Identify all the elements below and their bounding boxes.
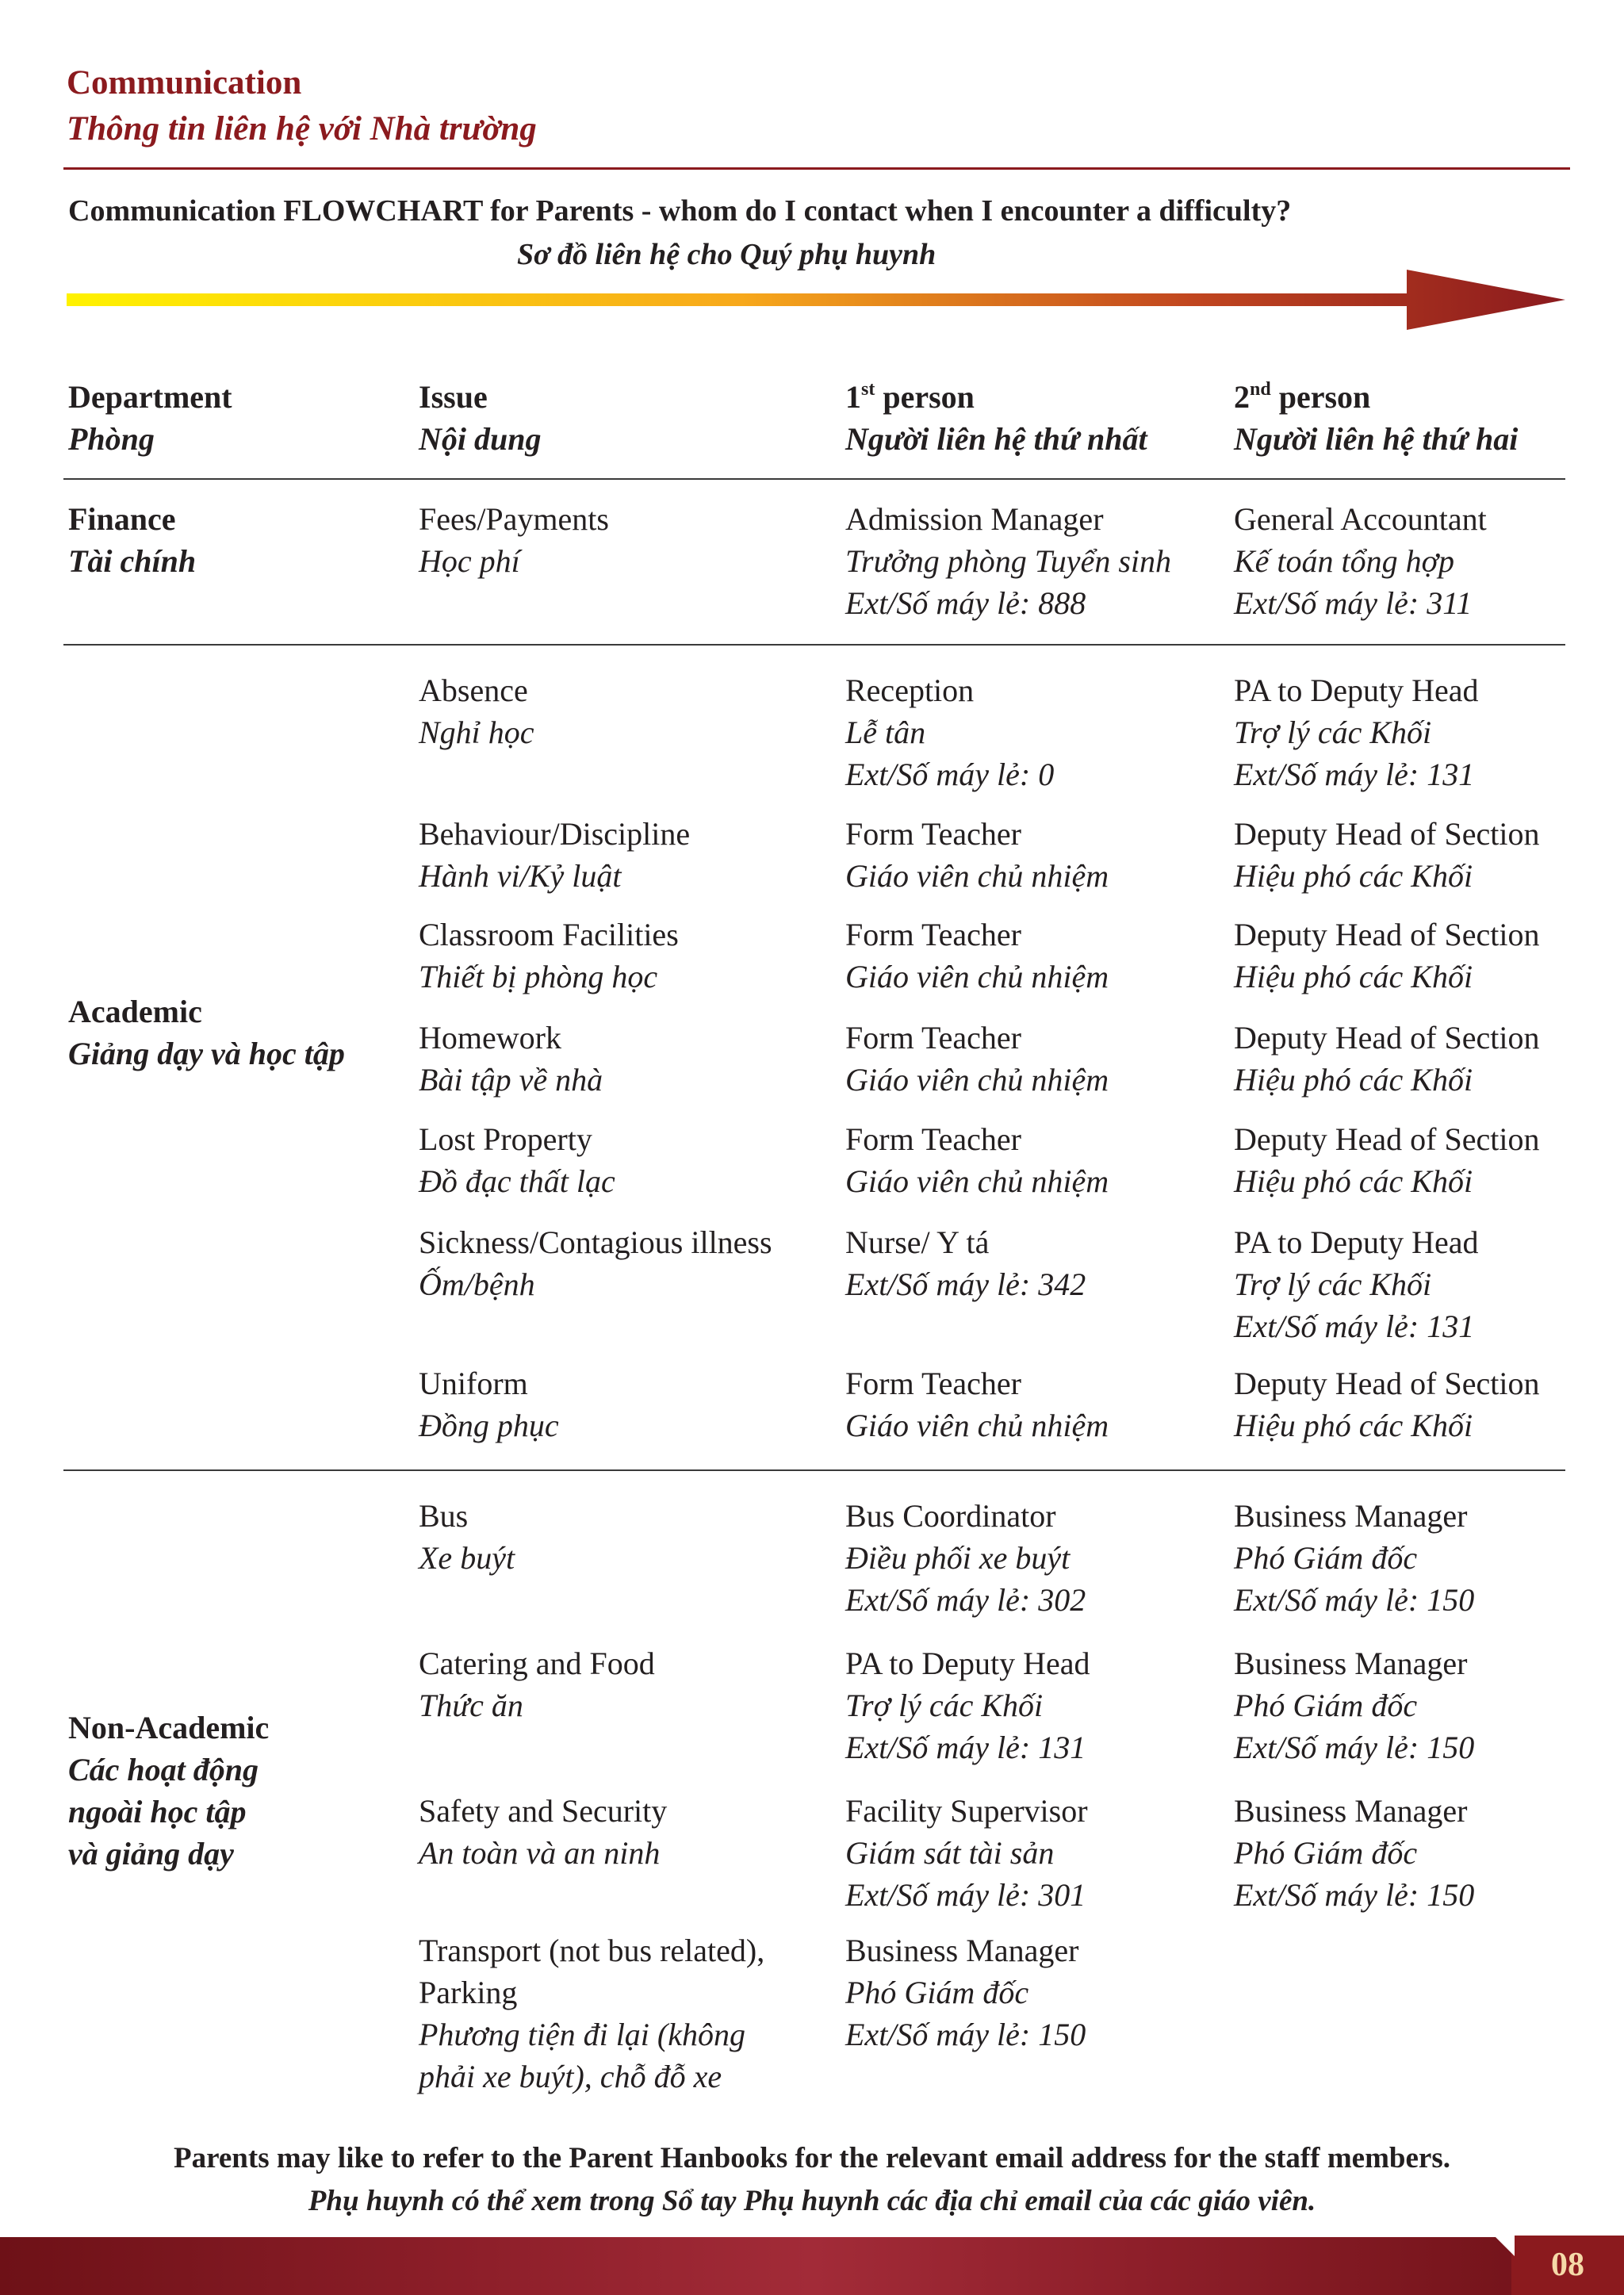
nonacademic-row-2-issue-line-1: An toàn và an ninh	[419, 1835, 661, 1871]
col-header-second-vi: Người liên hệ thứ hai	[1234, 421, 1519, 457]
nonacademic-row-2-first-cell	[845, 1790, 1088, 1916]
header-rule	[63, 167, 1570, 170]
academic-row-2-first-line-0: Form Teacher	[845, 917, 1021, 952]
col-header-first-person	[845, 376, 1147, 460]
academic-row-5-first-line-0: Nurse/ Y tá	[845, 1224, 990, 1260]
nonacademic-row-0-first-cell	[845, 1495, 1086, 1621]
finance-row-0-issue-line-0: Fees/Payments	[419, 501, 609, 537]
academic-row-2-second-cell	[1234, 914, 1539, 998]
nonacademic-row-0-issue-cell	[419, 1495, 515, 1579]
col-header-issue-en: Issue	[419, 379, 488, 415]
academic-row-6-second-line-1: Hiệu phó các Khối	[1234, 1408, 1473, 1443]
academic-row-0-issue-line-1: Nghỉ học	[419, 715, 534, 750]
nonacademic-row-1-first-line-1: Trợ lý các Khối	[845, 1688, 1044, 1723]
academic-row-2-issue-line-0: Classroom Facilities	[419, 917, 679, 952]
finance-row-0-first-cell	[845, 498, 1171, 624]
academic-row-1-first-line-1: Giáo viên chủ nhiệm	[845, 858, 1109, 894]
flow-arrow	[67, 262, 1565, 338]
academic-row-1-first-line-0: Form Teacher	[845, 816, 1021, 852]
academic-divider	[63, 1469, 1565, 1471]
col-header-second-person	[1234, 376, 1518, 460]
second-label: person	[1270, 379, 1371, 415]
academic-row-4-second-line-0: Deputy Head of Section	[1234, 1121, 1540, 1157]
second-num: 2	[1234, 379, 1250, 415]
nonacademic-row-0-first-line-2: Ext/Số máy lẻ: 302	[845, 1582, 1086, 1618]
dept-academic-en: Academic	[68, 994, 202, 1029]
academic-row-6-first-line-0: Form Teacher	[845, 1366, 1021, 1401]
nonacademic-row-1-second-line-2: Ext/Số máy lẻ: 150	[1234, 1730, 1475, 1765]
page-number: 08	[1551, 2247, 1584, 2283]
nonacademic-row-2-issue-cell	[419, 1790, 667, 1874]
academic-row-2-first-cell	[845, 914, 1109, 998]
section-subtitle: Thông tin liên hệ với Nhà trường	[67, 110, 537, 148]
finance-divider	[63, 644, 1565, 646]
academic-row-6-second-cell	[1234, 1362, 1539, 1446]
academic-row-4-first-line-0: Form Teacher	[845, 1121, 1021, 1157]
flowchart-title: Communication FLOWCHART for Parents - whom do I contact when I encounter a difficulty?	[68, 194, 1292, 228]
nonacademic-row-0-second-line-1: Phó Giám đốc	[1234, 1540, 1418, 1576]
academic-row-0-first-line-1: Lễ tân	[845, 715, 926, 750]
nonacademic-row-2-second-cell	[1234, 1790, 1474, 1916]
nonacademic-row-1-second-cell	[1234, 1642, 1474, 1768]
academic-row-1-issue-line-1: Hành vi/Kỷ luật	[419, 858, 622, 894]
nonacademic-row-2-second-line-0: Business Manager	[1234, 1793, 1468, 1829]
finance-row-0-issue-line-1: Học phí	[419, 543, 520, 579]
academic-row-4-first-line-1: Giáo viên chủ nhiệm	[845, 1163, 1109, 1199]
academic-row-4-issue-line-0: Lost Property	[419, 1121, 592, 1157]
academic-row-6-issue-cell	[419, 1362, 559, 1446]
academic-row-3-issue-line-1: Bài tập về nhà	[419, 1062, 603, 1098]
dept-nonacademic-en: Non-Academic	[68, 1710, 270, 1745]
first-sup: st	[861, 378, 875, 400]
finance-row-0-second-line-0: General Accountant	[1234, 501, 1487, 537]
first-num: 1	[845, 379, 861, 415]
academic-row-0-second-line-1: Trợ lý các Khối	[1234, 715, 1432, 750]
nonacademic-row-2-first-line-0: Facility Supervisor	[845, 1793, 1088, 1829]
nonacademic-row-2-issue-line-0: Safety and Security	[419, 1793, 668, 1829]
second-sup: nd	[1250, 378, 1271, 400]
dept-finance	[68, 498, 196, 582]
academic-row-0-issue-line-0: Absence	[419, 672, 528, 708]
nonacademic-row-1-first-cell	[845, 1642, 1090, 1768]
academic-row-1-second-cell	[1234, 813, 1539, 897]
academic-row-0-first-cell	[845, 669, 1054, 795]
academic-row-6-first-line-1: Giáo viên chủ nhiệm	[845, 1408, 1109, 1443]
nonacademic-row-0-issue-line-1: Xe buýt	[419, 1540, 515, 1576]
nonacademic-row-1-second-line-1: Phó Giám đốc	[1234, 1688, 1418, 1723]
dept-academic	[68, 990, 345, 1075]
academic-row-5-issue-line-1: Ốm/bệnh	[419, 1266, 535, 1302]
footer-note-vi: Phụ huynh có thể xem trong Sổ tay Phụ huynh các địa chỉ email của các giáo viên.	[308, 2185, 1316, 2217]
academic-row-5-second-cell	[1234, 1221, 1479, 1347]
academic-row-1-issue-cell	[419, 813, 690, 897]
dept-nonacademic-vi-1: Các hoạt động	[68, 1752, 259, 1787]
academic-row-4-second-cell	[1234, 1118, 1539, 1202]
footer-band	[0, 2237, 1624, 2295]
academic-row-3-issue-cell	[419, 1017, 603, 1101]
finance-row-0-second-line-1: Kế toán tổng hợp	[1234, 543, 1455, 579]
academic-row-2-first-line-1: Giáo viên chủ nhiệm	[845, 959, 1109, 994]
academic-row-5-second-line-2: Ext/Số máy lẻ: 131	[1234, 1308, 1475, 1344]
header-divider	[63, 478, 1565, 480]
nonacademic-row-0-first-line-1: Điều phối xe buýt	[845, 1540, 1071, 1576]
nonacademic-row-0-second-line-2: Ext/Số máy lẻ: 150	[1234, 1582, 1475, 1618]
nonacademic-row-3-first-line-0: Business Manager	[845, 1933, 1079, 1968]
nonacademic-row-2-first-line-1: Giám sát tài sản	[845, 1835, 1055, 1871]
academic-row-1-issue-line-0: Behaviour/Discipline	[419, 816, 691, 852]
academic-row-4-issue-line-1: Đồ đạc thất lạc	[419, 1163, 615, 1199]
academic-row-0-issue-cell	[419, 669, 534, 753]
nonacademic-row-3-issue-line-1: Parking	[419, 1975, 518, 2010]
nonacademic-row-0-second-line-0: Business Manager	[1234, 1498, 1468, 1534]
academic-row-2-issue-line-1: Thiết bị phòng học	[419, 959, 658, 994]
academic-row-0-second-line-0: PA to Deputy Head	[1234, 672, 1479, 708]
dept-finance-en: Finance	[68, 501, 176, 537]
nonacademic-row-3-issue-cell	[419, 1929, 764, 2098]
finance-row-0-second-line-2: Ext/Số máy lẻ: 311	[1234, 585, 1473, 621]
finance-row-0-first-line-0: Admission Manager	[845, 501, 1104, 537]
col-header-department-vi: Phòng	[68, 421, 155, 457]
academic-row-3-issue-line-0: Homework	[419, 1020, 561, 1056]
academic-row-0-first-line-0: Reception	[845, 672, 975, 708]
footer-note-en: Parents may like to refer to the Parent Hanbooks for the relevant email address for the staff members.	[174, 2142, 1450, 2174]
nonacademic-row-2-first-line-2: Ext/Số máy lẻ: 301	[845, 1877, 1086, 1913]
academic-row-3-first-line-1: Giáo viên chủ nhiệm	[845, 1062, 1109, 1098]
academic-row-4-second-line-1: Hiệu phó các Khối	[1234, 1163, 1473, 1199]
academic-row-5-first-line-1: Ext/Số máy lẻ: 342	[845, 1266, 1086, 1302]
finance-row-0-first-line-2: Ext/Số máy lẻ: 888	[845, 585, 1086, 621]
nonacademic-row-3-first-cell	[845, 1929, 1086, 2056]
academic-row-3-second-line-0: Deputy Head of Section	[1234, 1020, 1540, 1056]
academic-row-4-issue-cell	[419, 1118, 615, 1202]
nonacademic-row-1-issue-cell	[419, 1642, 655, 1726]
academic-row-1-second-line-0: Deputy Head of Section	[1234, 816, 1540, 852]
academic-row-1-second-line-1: Hiệu phó các Khối	[1234, 858, 1473, 894]
section-title: Communication	[67, 64, 302, 102]
finance-row-0-issue-cell	[419, 498, 609, 582]
col-header-department-en: Department	[68, 379, 232, 415]
academic-row-3-first-cell	[845, 1017, 1109, 1101]
nonacademic-row-0-first-line-0: Bus Coordinator	[845, 1498, 1056, 1534]
academic-row-5-issue-cell	[419, 1221, 772, 1305]
nonacademic-row-3-first-line-2: Ext/Số máy lẻ: 150	[845, 2017, 1086, 2052]
academic-row-3-first-line-0: Form Teacher	[845, 1020, 1021, 1056]
academic-row-6-issue-line-1: Đồng phục	[419, 1408, 559, 1443]
academic-row-6-first-cell	[845, 1362, 1109, 1446]
dept-academic-vi: Giảng dạy và học tập	[68, 1036, 345, 1071]
academic-row-5-second-line-1: Trợ lý các Khối	[1234, 1266, 1432, 1302]
col-header-first-vi: Người liên hệ thứ nhất	[845, 421, 1147, 457]
academic-row-5-first-cell	[845, 1221, 1086, 1305]
academic-row-6-second-line-0: Deputy Head of Section	[1234, 1366, 1540, 1401]
nonacademic-row-3-issue-line-2: Phương tiện đi lại (không	[419, 2017, 745, 2052]
academic-row-0-first-line-2: Ext/Số máy lẻ: 0	[845, 757, 1055, 792]
academic-row-4-first-cell	[845, 1118, 1109, 1202]
academic-row-5-second-line-0: PA to Deputy Head	[1234, 1224, 1479, 1260]
nonacademic-row-3-first-line-1: Phó Giám đốc	[845, 1975, 1029, 2010]
nonacademic-row-1-second-line-0: Business Manager	[1234, 1646, 1468, 1681]
dept-finance-vi: Tài chính	[68, 543, 197, 579]
nonacademic-row-3-issue-line-3: phải xe buýt), chỗ đỗ xe	[419, 2059, 722, 2094]
col-header-issue-vi: Nội dung	[419, 421, 542, 457]
nonacademic-row-2-second-line-1: Phó Giám đốc	[1234, 1835, 1418, 1871]
col-header-department	[68, 376, 232, 460]
finance-row-0-second-cell	[1234, 498, 1487, 624]
academic-row-0-second-line-2: Ext/Số máy lẻ: 131	[1234, 757, 1475, 792]
finance-row-0-first-line-1: Trưởng phòng Tuyển sinh	[845, 543, 1171, 579]
academic-row-1-first-cell	[845, 813, 1109, 897]
dept-nonacademic-vi-3: và giảng dạy	[68, 1836, 234, 1872]
col-header-issue	[419, 376, 542, 460]
academic-row-2-second-line-0: Deputy Head of Section	[1234, 917, 1540, 952]
nonacademic-row-3-issue-line-0: Transport (not bus related),	[419, 1933, 765, 1968]
flowchart-subtitle: Sơ đồ liên hệ cho Quý phụ huynh	[517, 238, 936, 271]
nonacademic-row-2-second-line-2: Ext/Số máy lẻ: 150	[1234, 1877, 1475, 1913]
academic-row-0-second-cell	[1234, 669, 1479, 795]
academic-row-2-second-line-1: Hiệu phó các Khối	[1234, 959, 1473, 994]
nonacademic-row-1-first-line-2: Ext/Số máy lẻ: 131	[845, 1730, 1086, 1765]
nonacademic-row-1-issue-line-1: Thức ăn	[419, 1688, 523, 1723]
nonacademic-row-1-issue-line-0: Catering and Food	[419, 1646, 655, 1681]
nonacademic-row-1-first-line-0: PA to Deputy Head	[845, 1646, 1090, 1681]
academic-row-5-issue-line-0: Sickness/Contagious illness	[419, 1224, 772, 1260]
dept-nonacademic	[68, 1707, 269, 1875]
academic-row-6-issue-line-0: Uniform	[419, 1366, 528, 1401]
dept-nonacademic-vi-2: ngoài học tập	[68, 1794, 247, 1829]
academic-row-3-second-line-1: Hiệu phó các Khối	[1234, 1062, 1473, 1098]
academic-row-3-second-cell	[1234, 1017, 1539, 1101]
nonacademic-row-0-second-cell	[1234, 1495, 1474, 1621]
first-label: person	[875, 379, 975, 415]
academic-row-2-issue-cell	[419, 914, 679, 998]
nonacademic-row-0-issue-line-0: Bus	[419, 1498, 469, 1534]
